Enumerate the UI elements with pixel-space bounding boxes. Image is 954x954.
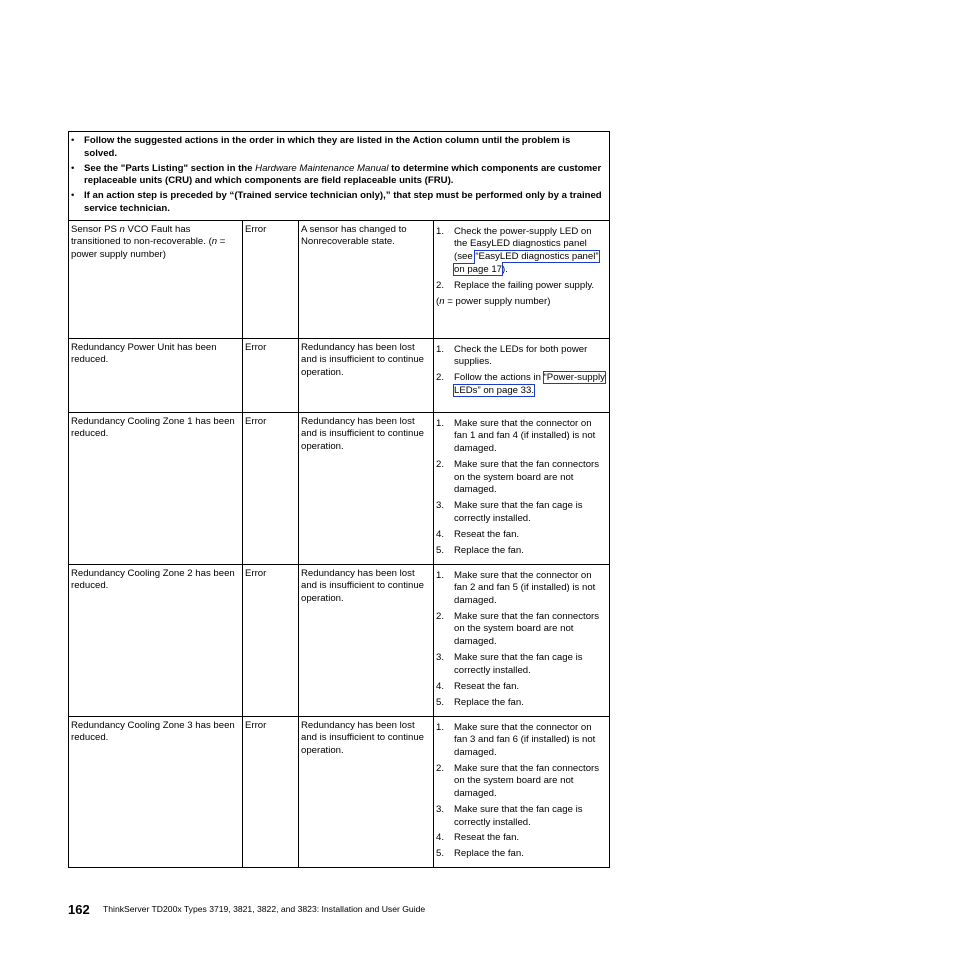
type-text: Error	[245, 341, 267, 353]
message-cell	[69, 412, 243, 564]
footnote-text: = power supply number)	[444, 295, 551, 307]
action-step	[436, 418, 607, 456]
action-step	[436, 500, 607, 525]
description-cell	[299, 412, 434, 564]
action-cell	[434, 338, 610, 412]
description-text: A sensor has changed to Nonrecoverable state.	[301, 223, 407, 248]
message-cell	[69, 220, 243, 338]
step-number: 5.	[436, 848, 445, 860]
step-text-part: Reseat the fan.	[454, 832, 520, 844]
message-text: VCO Fault has transitioned to non-recoverable. (	[71, 223, 212, 248]
action-steps	[436, 722, 607, 862]
step-text-part: Replace the failing power supply.	[454, 279, 595, 291]
action-cell	[434, 716, 610, 868]
step-text	[454, 226, 607, 276]
action-step	[436, 529, 607, 542]
step-text-part: Check the LEDs for both power supplies.	[454, 343, 588, 368]
type-text: Error	[245, 415, 267, 427]
bullet-icon: •	[71, 162, 75, 174]
action-steps	[436, 344, 607, 398]
step-text	[454, 500, 607, 525]
note-text: Follow the suggested actions in the order in which they are listed in the Action column until the problem is solved.	[84, 135, 571, 159]
table-row	[69, 412, 610, 564]
type-cell	[243, 564, 299, 716]
note-text: to determine which components are customer replaceable units (CRU) and which components are field replaceable units (FRU).	[84, 162, 602, 187]
action-step	[436, 545, 607, 558]
manual-title: Hardware Maintenance Manual	[255, 162, 389, 174]
step-number: 1.	[436, 417, 445, 429]
action-step	[436, 344, 607, 369]
message-cell	[69, 564, 243, 716]
step-number: 3.	[436, 500, 445, 512]
table-row	[69, 338, 610, 412]
notes-cell	[69, 132, 610, 221]
message-text: Redundancy Power Unit has been reduced.	[71, 341, 217, 366]
action-step	[436, 804, 607, 829]
step-text-part: Make sure that the connector on fan 3 and fan 6 (if installed) is not damaged.	[454, 721, 596, 758]
message-cell	[69, 338, 243, 412]
cross-reference-link[interactable]: “Power-supply LEDs” on page 33.	[454, 372, 605, 396]
step-number: 2.	[436, 458, 445, 470]
footnote-var: n	[439, 295, 445, 307]
action-step	[436, 697, 607, 710]
message-var: n	[211, 236, 218, 248]
message-text: Redundancy Cooling Zone 1 has been reduced.	[71, 415, 235, 440]
step-number: 3.	[436, 652, 445, 664]
step-number: 5.	[436, 544, 445, 556]
description-text: Redundancy has been lost and is insufficient to continue operation.	[301, 415, 425, 452]
message-cell	[69, 716, 243, 868]
step-text-part: Make sure that the fan cage is correctly installed.	[454, 803, 583, 828]
action-cell	[434, 412, 610, 564]
message-text: Sensor PS	[71, 223, 120, 235]
action-step	[436, 226, 607, 276]
note-text: See the "Parts Listing" section in the	[84, 162, 256, 174]
description-text: Redundancy has been lost and is insufficient to continue operation.	[301, 341, 425, 378]
step-number: 1.	[436, 721, 445, 733]
type-text: Error	[245, 719, 267, 731]
step-text	[454, 280, 607, 293]
step-number: 3.	[436, 803, 445, 815]
type-cell	[243, 716, 299, 868]
step-text-part: Make sure that the fan cage is correctly installed.	[454, 500, 583, 524]
step-text-part: ).	[502, 263, 508, 275]
bullet-icon: •	[71, 190, 75, 202]
step-text-part: Reseat the fan.	[454, 680, 520, 692]
action-footnote	[436, 296, 607, 309]
action-step	[436, 763, 607, 801]
description-cell	[299, 220, 434, 338]
step-number: 1.	[436, 343, 445, 355]
step-number: 4.	[436, 832, 445, 844]
action-step	[436, 652, 607, 677]
step-text	[454, 459, 607, 497]
note-item	[71, 135, 605, 161]
description-cell	[299, 716, 434, 868]
table-row	[69, 220, 610, 338]
step-text-part: Make sure that the fan cage is correctly installed.	[454, 652, 583, 676]
step-text-part: Replace the fan.	[454, 848, 524, 860]
action-cell	[434, 564, 610, 716]
note-item	[71, 163, 605, 189]
message-text: = power supply number)	[71, 236, 226, 260]
step-text	[454, 763, 607, 801]
action-step	[436, 280, 607, 293]
step-text-part: Follow the actions in	[454, 372, 544, 384]
action-step	[436, 459, 607, 497]
step-text	[454, 804, 607, 829]
description-cell	[299, 564, 434, 716]
action-step	[436, 611, 607, 649]
action-step	[436, 848, 607, 861]
step-number: 2.	[436, 372, 445, 384]
action-step	[436, 681, 607, 694]
action-step	[436, 570, 607, 608]
message-text: Redundancy Cooling Zone 2 has been reduced.	[71, 567, 235, 592]
type-text: Error	[245, 567, 267, 579]
action-steps	[436, 570, 607, 710]
step-number: 2.	[436, 762, 445, 774]
step-text	[454, 722, 607, 760]
step-text	[454, 529, 607, 542]
step-number: 2.	[436, 279, 445, 291]
step-text	[454, 545, 607, 558]
type-text: Error	[245, 223, 267, 235]
step-text	[454, 652, 607, 677]
step-text-part: Make sure that the connector on fan 1 and fan 4 (if installed) is not damaged.	[454, 417, 596, 454]
note-text: If an action step is preceded by “(Trained service technician only),” that step must be performed only by a trained service technician.	[84, 190, 602, 214]
step-number: 1.	[436, 569, 445, 581]
table-row	[69, 716, 610, 868]
page-footer	[68, 901, 426, 919]
message-var: n	[119, 223, 125, 235]
step-text	[454, 611, 607, 649]
step-number: 1.	[436, 225, 445, 237]
type-cell	[243, 338, 299, 412]
note-item	[71, 190, 605, 216]
error-message-table	[68, 131, 610, 868]
step-text	[454, 570, 607, 608]
step-text-part: Make sure that the fan connectors on the system board are not damaged.	[454, 610, 600, 648]
step-text	[454, 418, 607, 456]
description-text: Redundancy has been lost and is insufficient to continue operation.	[301, 719, 425, 756]
step-text-part: Make sure that the fan connectors on the system board are not damaged.	[454, 762, 600, 799]
action-step	[436, 722, 607, 760]
step-number: 5.	[436, 696, 445, 708]
action-step	[436, 832, 607, 845]
message-text: Redundancy Cooling Zone 3 has been reduced.	[71, 719, 235, 744]
step-text-part: Replace the fan.	[454, 696, 524, 708]
step-number: 2.	[436, 610, 445, 622]
step-number: 4.	[436, 680, 445, 692]
description-text: Redundancy has been lost and is insufficient to continue operation.	[301, 567, 425, 604]
description-cell	[299, 338, 434, 412]
step-text-part: Make sure that the fan connectors on the system board are not damaged.	[454, 458, 600, 496]
cross-reference-link[interactable]: “EasyLED diagnostics panel” on page 17	[454, 250, 599, 275]
step-text	[454, 832, 607, 845]
step-text	[454, 372, 607, 397]
footnote-text: (	[436, 295, 440, 307]
page-number: 162	[68, 902, 90, 917]
step-text	[454, 848, 607, 861]
step-text-part: Check the power-supply LED on the EasyLED diagnostics panel (see	[454, 225, 592, 262]
bullet-icon: •	[71, 135, 75, 146]
step-text-part: Make sure that the connector on fan 2 and fan 5 (if installed) is not damaged.	[454, 569, 596, 606]
type-cell	[243, 220, 299, 338]
step-text	[454, 681, 607, 694]
step-text-part: Reseat the fan.	[454, 528, 520, 540]
action-cell	[434, 220, 610, 338]
step-text-part: Replace the fan.	[454, 544, 524, 556]
step-number: 4.	[436, 528, 445, 540]
action-step	[436, 372, 607, 397]
table-row	[69, 564, 610, 716]
notes-row	[69, 132, 610, 221]
action-steps	[436, 418, 607, 558]
action-steps	[436, 226, 607, 292]
step-text	[454, 697, 607, 710]
step-text	[454, 344, 607, 369]
book-title: ThinkServer TD200x Types 3719, 3821, 3822, and 3823: Installation and User Guide	[103, 904, 426, 914]
type-cell	[243, 412, 299, 564]
